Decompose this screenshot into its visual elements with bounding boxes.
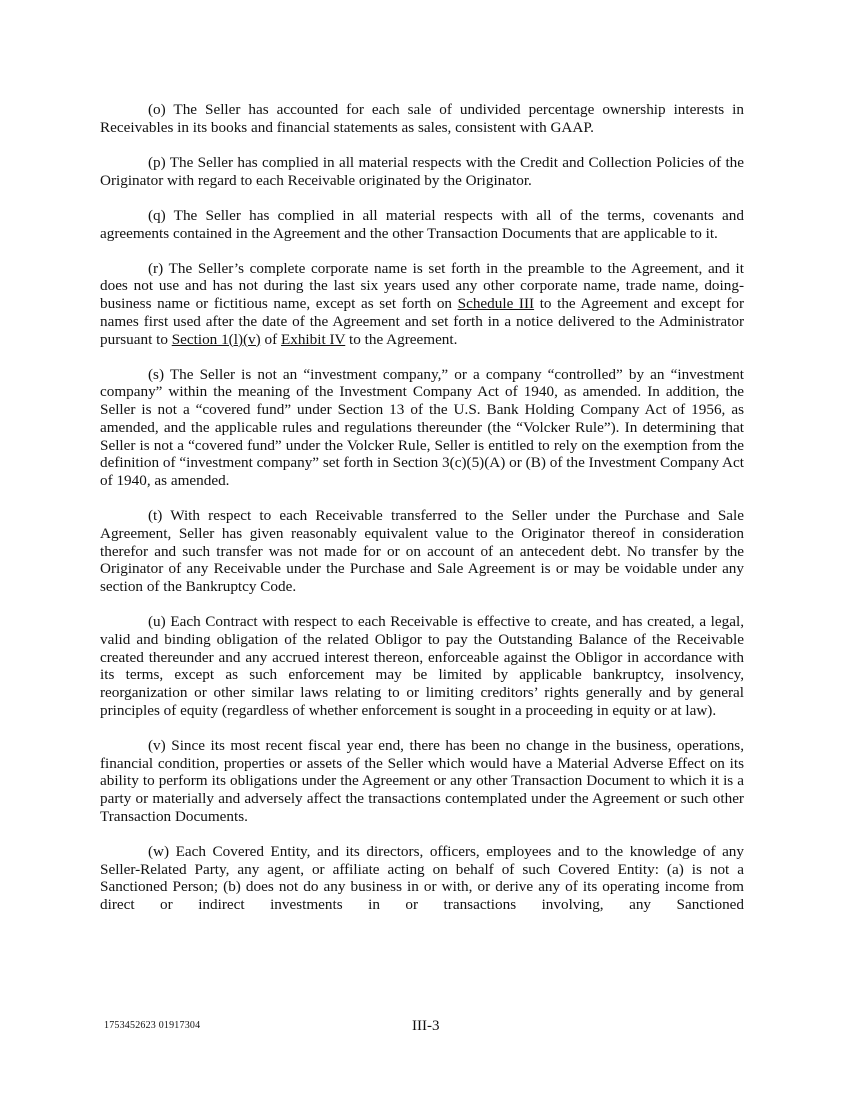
section-reference: Section 1(l)(v)	[171, 330, 261, 348]
paragraph-r-text-4: to the Agreement.	[345, 330, 458, 348]
paragraph-p: (p) The Seller has complied in all material respects with the Credit and Collection Policies of the Originator with regard to each Receivable originated by the Originator.	[100, 153, 744, 189]
paragraph-q: (q) The Seller has complied in all material respects with all of the terms, covenants and agreements contained in the Agreement and the other Transaction Documents that are applicable to it.	[100, 206, 744, 242]
paragraph-w: (w) Each Covered Entity, and its directors, officers, employees and to the knowledge of any Seller-Related Party, any agent, or affiliate acting on behalf of such Covered Entity: (a) is not a Sanctioned Person; (b) does not do any business in or with, or derive any of its operating income from direct or indirect investments in or transactions involving, any Sanctioned	[100, 842, 744, 914]
document-id: 1753452623 01917304	[104, 1020, 201, 1031]
paragraph-o: (o) The Seller has accounted for each sale of undivided percentage ownership interests in Receivables in its books and financial statements as sales, consistent with GAAP.	[100, 101, 744, 136]
paragraph-u: (u) Each Contract with respect to each Receivable is effective to create, and has created, a legal, valid and binding obligation of the related Obligor to pay the Outstanding Balance of the Receivable created thereunder and any accrued interest thereon, enforceable against the Obligor in accordance with its terms, except as such enforcement may be limited by applicable bankruptcy, insolvency, reorganization or other similar laws relating to or limiting creditors’ rights generally and by general principles of equity (regardless of whether enforcement is sought in a proceeding in equity or at law).	[100, 613, 744, 719]
paragraph-r-text-2: to the Agreement and except for names first used after the date of the Agreement and set forth in a notice delivered to the Administrator pursuant to	[100, 295, 745, 348]
page-number: III-3	[412, 1018, 440, 1034]
paragraph-t: (t) With respect to each Receivable transferred to the Seller under the Purchase and Sale Agreement, Seller has given reasonably equivalent value to the Originator thereof in consideration therefor and such transfer was not made for or on account of an antecedent debt. No transfer by the Originator of any Receivable under the Purchase and Sale Agreement is or may be voidable under any section of the Bankruptcy Code.	[100, 507, 744, 595]
schedule-iii-reference: Schedule III	[457, 295, 535, 313]
paragraph-v: (v) Since its most recent fiscal year end, there has been no change in the business, operations, financial condition, properties or assets of the Seller which would have a Material Adverse Effect on its ability to perform its obligations under the Agreement or any other Transaction Document to which it is a party or materially and adversely affect the transactions contemplated under the Agreement or such other Transaction Documents.	[100, 736, 744, 825]
paragraph-s: (s) The Seller is not an “investment company,” or a company “controlled” by an “investment company” within the meaning of the Investment Company Act of 1940, as amended. In addition, the Seller is not a “covered fund” under Section 13 of the U.S. Bank Holding Company Act of 1956, as amended, and the applicable rules and regulations thereunder (the “Volcker Rule”). In determining that Seller is not a “covered fund” under the Volcker Rule, Seller is entitled to rely on the exemption from the definition of “investment company” set forth in Section 3(c)(5)(A) or (B) of the Investment Company Act of 1940, as amended.	[100, 365, 744, 489]
exhibit-iv-reference: Exhibit IV	[280, 330, 346, 348]
paragraph-r	[100, 260, 744, 349]
page-body	[100, 101, 744, 914]
paragraph-r-text-1: (r) The Seller’s complete corporate name is set forth in the preamble to the Agreement, and it does not use and has not during the last six years used any other corporate name, trade name, doing-business name or fictitious name, except as set forth on	[100, 259, 744, 313]
paragraph-r-text-3: of	[260, 330, 281, 348]
